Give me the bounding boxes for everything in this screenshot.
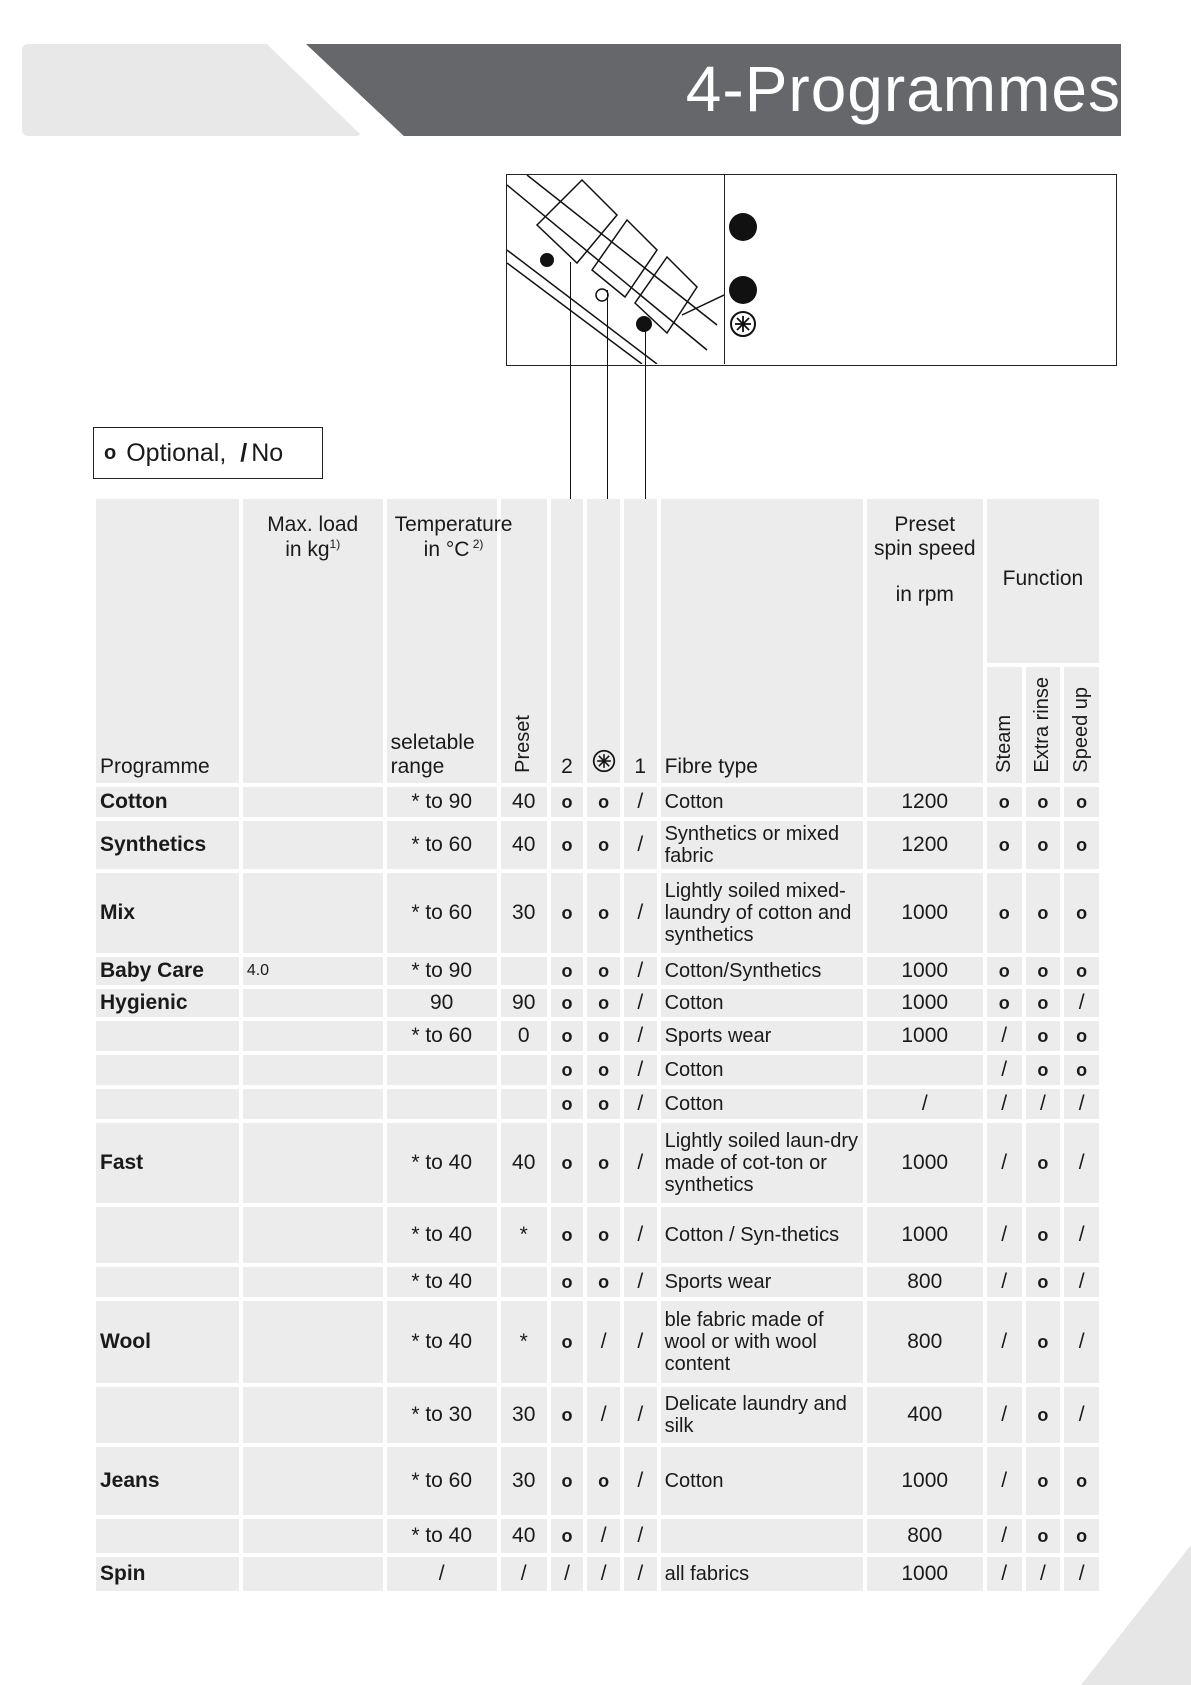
- softener-cell: o: [587, 1055, 620, 1085]
- speed-up-cell: o: [1064, 1055, 1099, 1085]
- fibre-type-cell: Cotton: [661, 989, 863, 1017]
- preset-temperature-cell: [501, 1055, 547, 1085]
- max-load-cell: [243, 1089, 383, 1119]
- speed-up-cell: o: [1064, 957, 1099, 985]
- temperature-range-cell: * to 40: [387, 1123, 497, 1203]
- table-row: [96, 1557, 1099, 1591]
- compartment-1-cell: /: [624, 989, 657, 1017]
- compartment-1-cell: /: [624, 1207, 657, 1263]
- detergent-drawer-image: [507, 175, 725, 364]
- compartment-1-marker: [729, 276, 759, 306]
- softener-cell: o: [587, 1021, 620, 1051]
- steam-cell: /: [987, 1519, 1022, 1553]
- programme-cell: [96, 1089, 239, 1119]
- temperature-range-cell: * to 60: [387, 1447, 497, 1515]
- speed-up-cell: o: [1064, 787, 1099, 817]
- temperature-range-cell: * to 40: [387, 1519, 497, 1553]
- steam-cell: /: [987, 1557, 1022, 1591]
- softener-cell: o: [587, 1089, 620, 1119]
- spin-speed-cell: /: [867, 1089, 983, 1119]
- speed-up-cell: o: [1064, 1021, 1099, 1051]
- speed-up-cell: /: [1064, 1557, 1099, 1591]
- temperature-range-cell: * to 90: [387, 957, 497, 985]
- programme-cell: [96, 1387, 239, 1443]
- max-load-cell: [243, 989, 383, 1017]
- max-load-cell: [243, 821, 383, 869]
- table-row: [96, 1267, 1099, 1297]
- table-row: [96, 1123, 1099, 1203]
- fibre-type-cell: Sports wear: [661, 1267, 863, 1297]
- speed-up-cell: o: [1064, 821, 1099, 869]
- header-programme: Programme: [96, 499, 239, 783]
- spin-speed-cell: 1200: [867, 787, 983, 817]
- spin-speed-cell: 1000: [867, 1021, 983, 1051]
- extra-rinse-cell: o: [1026, 1267, 1061, 1297]
- fibre-type-cell: Cotton: [661, 1089, 863, 1119]
- programme-cell: Jeans: [96, 1447, 239, 1515]
- symbol-legend: [93, 427, 323, 479]
- programme-cell: Wool: [96, 1301, 239, 1383]
- softener-cell: /: [587, 1387, 620, 1443]
- max-load-cell: [243, 873, 383, 953]
- compartment-2-cell: o: [551, 821, 584, 869]
- softener-cell: o: [587, 787, 620, 817]
- softener-cell: /: [587, 1519, 620, 1553]
- steam-cell: /: [987, 1207, 1022, 1263]
- extra-rinse-cell: /: [1026, 1089, 1061, 1119]
- max-load-cell: [243, 1557, 383, 1591]
- spin-speed-cell: 1000: [867, 957, 983, 985]
- fibre-type-cell: Sports wear: [661, 1021, 863, 1051]
- compartment-1-cell: /: [624, 1301, 657, 1383]
- preset-temperature-cell: 30: [501, 1387, 547, 1443]
- softener-cell: o: [587, 1123, 620, 1203]
- compartment-1-cell: /: [624, 787, 657, 817]
- extra-rinse-cell: o: [1026, 1519, 1061, 1553]
- spin-speed-cell: 1000: [867, 1123, 983, 1203]
- softener-cell: o: [587, 1207, 620, 1263]
- compartment-2-cell: o: [551, 1207, 584, 1263]
- fibre-type-cell: Cotton: [661, 1447, 863, 1515]
- fibre-type-cell: ble fabric made of wool or with wool content: [661, 1301, 863, 1383]
- temperature-range-cell: * to 60: [387, 873, 497, 953]
- table-row: [96, 821, 1099, 869]
- max-load-cell: [243, 1123, 383, 1203]
- table-row: [96, 1387, 1099, 1443]
- preset-temperature-cell: 40: [501, 787, 547, 817]
- extra-rinse-cell: /: [1026, 1557, 1061, 1591]
- preset-temperature-cell: 40: [501, 1519, 547, 1553]
- speed-up-cell: o: [1064, 1447, 1099, 1515]
- preset-temperature-cell: [501, 957, 547, 985]
- spin-speed-cell: 1000: [867, 1447, 983, 1515]
- temperature-range-cell: * to 40: [387, 1267, 497, 1297]
- table-row: [96, 1301, 1099, 1383]
- preset-temperature-cell: 90: [501, 989, 547, 1017]
- steam-cell: o: [987, 821, 1022, 869]
- header-compartment-1: 1: [624, 499, 657, 783]
- header-banner-left: [22, 44, 362, 136]
- temperature-range-cell: 90: [387, 989, 497, 1017]
- steam-cell: /: [987, 1447, 1022, 1515]
- extra-rinse-cell: o: [1026, 1055, 1061, 1085]
- max-load-cell: [243, 1301, 383, 1383]
- spin-speed-cell: 1000: [867, 1207, 983, 1263]
- spin-speed-cell: [867, 1055, 983, 1085]
- preset-temperature-cell: *: [501, 1301, 547, 1383]
- compartment-2-cell: o: [551, 1301, 584, 1383]
- spin-speed-cell: 1000: [867, 873, 983, 953]
- preset-temperature-cell: *: [501, 1207, 547, 1263]
- softener-cell: /: [587, 1557, 620, 1591]
- softener-cell: o: [587, 821, 620, 869]
- compartment-2-cell: o: [551, 1123, 584, 1203]
- speed-up-cell: /: [1064, 1123, 1099, 1203]
- table-row: [96, 1055, 1099, 1085]
- compartment-1-cell: /: [624, 1123, 657, 1203]
- steam-cell: /: [987, 1055, 1022, 1085]
- table-header-row: [96, 499, 1099, 663]
- compartment-2-cell: o: [551, 1267, 584, 1297]
- preset-temperature-cell: 0: [501, 1021, 547, 1051]
- fibre-type-cell: all fabrics: [661, 1557, 863, 1591]
- compartment-1-cell: /: [624, 957, 657, 985]
- compartment-1-cell: /: [624, 1387, 657, 1443]
- fibre-type-cell: [661, 1519, 863, 1553]
- header-max-load: Max. load in $kg^{1)}$: [243, 499, 383, 783]
- programme-cell: [96, 1519, 239, 1553]
- table-row: [96, 957, 1099, 985]
- programme-cell: [96, 1055, 239, 1085]
- table-row: [96, 787, 1099, 817]
- compartment-2-cell: o: [551, 873, 584, 953]
- max-load-cell: [243, 1387, 383, 1443]
- temperature-range-cell: * to 60: [387, 1021, 497, 1051]
- spin-speed-cell: 800: [867, 1267, 983, 1297]
- speed-up-cell: /: [1064, 1207, 1099, 1263]
- softener-cell: o: [587, 989, 620, 1017]
- detergent-drawer-figure: [506, 174, 1117, 366]
- max-load-cell: [243, 1519, 383, 1553]
- extra-rinse-cell: o: [1026, 787, 1061, 817]
- table-row: [96, 989, 1099, 1017]
- speed-up-cell: /: [1064, 1267, 1099, 1297]
- preset-temperature-cell: /: [501, 1557, 547, 1591]
- page-title: 4-Programmes: [685, 53, 1121, 125]
- preset-temperature-cell: [501, 1089, 547, 1119]
- fibre-type-cell: Cotton: [661, 1055, 863, 1085]
- extra-rinse-cell: o: [1026, 1123, 1061, 1203]
- steam-cell: /: [987, 1301, 1022, 1383]
- fibre-type-cell: Delicate laundry and silk: [661, 1387, 863, 1443]
- preset-temperature-cell: 30: [501, 1447, 547, 1515]
- speed-up-cell: o: [1064, 1519, 1099, 1553]
- extra-rinse-cell: o: [1026, 1301, 1061, 1383]
- fibre-type-cell: Cotton/Synthetics: [661, 957, 863, 985]
- speed-up-cell: /: [1064, 1089, 1099, 1119]
- max-load-cell: 4.0: [243, 957, 383, 985]
- fibre-type-cell: Lightly soiled laun-dry made of cot-ton or synthetics: [661, 1123, 863, 1203]
- steam-cell: o: [987, 873, 1022, 953]
- temperature-range-cell: [387, 1089, 497, 1119]
- header-softener-icon: [587, 499, 620, 783]
- fibre-type-cell: Synthetics or mixed fabric: [661, 821, 863, 869]
- max-load-cell: [243, 1207, 383, 1263]
- steam-cell: /: [987, 1387, 1022, 1443]
- header-spin-speed: Preset spin speed in rpm: [867, 499, 983, 783]
- temperature-range-cell: * to 40: [387, 1301, 497, 1383]
- compartment-1-cell: /: [624, 1447, 657, 1515]
- compartment-1-cell: /: [624, 873, 657, 953]
- header-temperature: Temperature in °C $^{2)}$ seletable range: [387, 499, 497, 783]
- compartment-1-cell: /: [624, 1055, 657, 1085]
- table-row: [96, 1207, 1099, 1263]
- compartment-1-cell: /: [624, 1519, 657, 1553]
- compartment-2-cell: o: [551, 1447, 584, 1515]
- optional-label: Optional,: [126, 438, 227, 467]
- table-row: [96, 1021, 1099, 1051]
- compartment-1-cell: /: [624, 821, 657, 869]
- programmes-table: [92, 495, 1103, 1595]
- preset-temperature-cell: 40: [501, 821, 547, 869]
- compartment-1-cell: /: [624, 1021, 657, 1051]
- spin-speed-cell: 800: [867, 1519, 983, 1553]
- fibre-type-cell: Cotton / Syn-thetics: [661, 1207, 863, 1263]
- compartment-2-cell: o: [551, 957, 584, 985]
- optional-symbol: o: [104, 441, 117, 464]
- compartment-2-cell: o: [551, 989, 584, 1017]
- spin-speed-cell: 1000: [867, 989, 983, 1017]
- softener-compartment-icon: [729, 310, 759, 340]
- speed-up-cell: /: [1064, 1387, 1099, 1443]
- temperature-range-cell: * to 30: [387, 1387, 497, 1443]
- fibre-type-cell: Cotton: [661, 787, 863, 817]
- programme-cell: [96, 1207, 239, 1263]
- temperature-range-cell: [387, 1055, 497, 1085]
- compartment-1-cell: /: [624, 1267, 657, 1297]
- compartment-2-cell: /: [551, 1557, 584, 1591]
- header-speed-up: Speed up: [1064, 667, 1099, 783]
- fibre-type-cell: Lightly soiled mixed-laundry of cotton and synthetics: [661, 873, 863, 953]
- table-row: [96, 1089, 1099, 1119]
- compartment-2-cell: o: [551, 1021, 584, 1051]
- steam-cell: /: [987, 1021, 1022, 1051]
- header-compartment-2: 2: [551, 499, 584, 783]
- compartment-2-cell: o: [551, 1387, 584, 1443]
- header-preset: Preset: [501, 499, 547, 783]
- programme-cell: Hygienic: [96, 989, 239, 1017]
- programme-cell: Cotton: [96, 787, 239, 817]
- softener-cell: o: [587, 1267, 620, 1297]
- no-label: No: [251, 438, 284, 467]
- softener-cell: o: [587, 1447, 620, 1515]
- compartment-2-cell: o: [551, 1055, 584, 1085]
- softener-cell: /: [587, 1301, 620, 1383]
- preset-temperature-cell: [501, 1267, 547, 1297]
- preset-temperature-cell: 40: [501, 1123, 547, 1203]
- programme-cell: Baby Care: [96, 957, 239, 985]
- spin-speed-cell: 400: [867, 1387, 983, 1443]
- extra-rinse-cell: o: [1026, 873, 1061, 953]
- steam-cell: o: [987, 787, 1022, 817]
- header-fibre-type: Fibre type: [661, 499, 863, 783]
- extra-rinse-cell: o: [1026, 957, 1061, 985]
- temperature-range-cell: * to 60: [387, 821, 497, 869]
- max-load-cell: [243, 1447, 383, 1515]
- extra-rinse-cell: o: [1026, 1207, 1061, 1263]
- temperature-range-cell: /: [387, 1557, 497, 1591]
- speed-up-cell: /: [1064, 1301, 1099, 1383]
- softener-cell: o: [587, 873, 620, 953]
- softener-cell: o: [587, 957, 620, 985]
- speed-up-cell: /: [1064, 989, 1099, 1017]
- header-extra-rinse: Extra rinse: [1026, 667, 1061, 783]
- programme-cell: Spin: [96, 1557, 239, 1591]
- table-row: [96, 1447, 1099, 1515]
- max-load-cell: [243, 787, 383, 817]
- steam-cell: /: [987, 1123, 1022, 1203]
- extra-rinse-cell: o: [1026, 1021, 1061, 1051]
- header-function: Function: [987, 499, 1099, 663]
- extra-rinse-cell: o: [1026, 821, 1061, 869]
- extra-rinse-cell: o: [1026, 989, 1061, 1017]
- spin-speed-cell: 1200: [867, 821, 983, 869]
- compartment-2-marker: [729, 213, 759, 243]
- compartment-2-cell: o: [551, 1089, 584, 1119]
- header-steam: Steam: [987, 667, 1022, 783]
- max-load-cell: [243, 1021, 383, 1051]
- no-symbol: /: [240, 438, 248, 467]
- compartment-2-cell: o: [551, 787, 584, 817]
- max-load-cell: [243, 1267, 383, 1297]
- table-row: [96, 1519, 1099, 1553]
- temperature-range-cell: * to 90: [387, 787, 497, 817]
- programme-cell: Fast: [96, 1123, 239, 1203]
- compartment-2-cell: o: [551, 1519, 584, 1553]
- programme-cell: [96, 1267, 239, 1297]
- spin-speed-cell: 1000: [867, 1557, 983, 1591]
- steam-cell: o: [987, 989, 1022, 1017]
- table-row: [96, 873, 1099, 953]
- steam-cell: o: [987, 957, 1022, 985]
- steam-cell: /: [987, 1267, 1022, 1297]
- programme-cell: Mix: [96, 873, 239, 953]
- spin-speed-cell: 800: [867, 1301, 983, 1383]
- preset-temperature-cell: 30: [501, 873, 547, 953]
- extra-rinse-cell: o: [1026, 1387, 1061, 1443]
- compartment-1-cell: /: [624, 1089, 657, 1119]
- speed-up-cell: o: [1064, 873, 1099, 953]
- extra-rinse-cell: o: [1026, 1447, 1061, 1515]
- programme-cell: Synthetics: [96, 821, 239, 869]
- steam-cell: /: [987, 1089, 1022, 1119]
- max-load-cell: [243, 1055, 383, 1085]
- temperature-range-cell: * to 40: [387, 1207, 497, 1263]
- programme-cell: [96, 1021, 239, 1051]
- compartment-1-cell: /: [624, 1557, 657, 1591]
